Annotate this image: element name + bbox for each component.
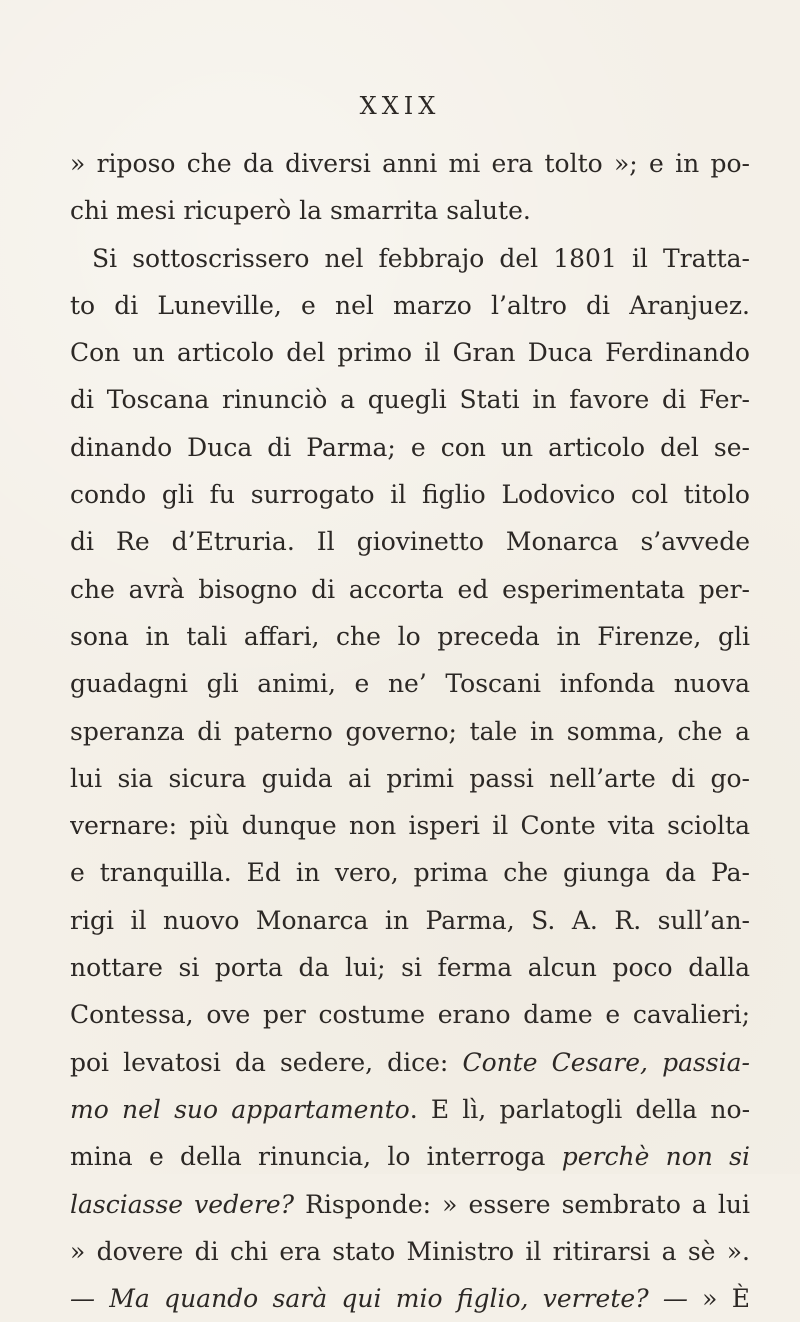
text-line-1: » riposo che da diversi anni mi era tolto »; e in po- (70, 149, 750, 178)
text-line-12: guadagni gli animi, e ne’ Toscani infonda nuova (70, 669, 750, 699)
text-line-22-part-a: mina e della rinuncia, lo interroga (70, 1142, 562, 1172)
text-line-20 (70, 1039, 750, 1086)
text-line-20-part-b: Conte Cesare, passia- (462, 1047, 750, 1077)
text-line-25-part-b: » È (687, 1284, 750, 1314)
text-line-10: che avrà bisogno di accorta ed esperimentata per- (70, 574, 750, 604)
text-line-22-part-b: perchè non si (561, 1142, 750, 1172)
text-line-20-part-a: poi levatosi da sedere, dice: (70, 1047, 463, 1077)
text-line-23 (70, 1181, 750, 1228)
text-line-19: Contessa, ove per costume erano dame e cavalieri; (70, 1000, 750, 1030)
text-line-5: Con un articolo del primo il Gran Duca Ferdinando (70, 338, 750, 368)
text-line-16: e tranquilla. Ed in vero, prima che giunga da Pa- (70, 858, 750, 888)
text-line-24: » dovere di chi era stato Ministro il ritirarsi a sè ». (70, 1236, 750, 1266)
text-line-22 (70, 1133, 750, 1180)
text-line-25-part-a: — Ma quando sarà qui mio figlio, verrete? — (70, 1284, 688, 1314)
text-line-21-part-a: mo nel suo appartamento (70, 1094, 410, 1124)
page-number: XXIX (359, 92, 441, 120)
text-line-15: vernare: più dunque non isperi il Conte vita sciolta (70, 811, 750, 841)
text-line-25 (70, 1275, 750, 1322)
text-line-7: dinando Duca di Parma; e con un articolo del se- (70, 432, 750, 462)
text-line-23-part-b: Risponde: » essere sembrato a lui (294, 1189, 750, 1219)
text-line-6: di Toscana rinunciò a quegli Stati in favore di Fer- (70, 385, 750, 415)
text-line-2: chi mesi ricuperò la smarrita salute. (70, 196, 531, 226)
text-line-21 (70, 1086, 750, 1133)
text-line-21-part-b: . E lì, parlatogli della no- (409, 1094, 750, 1124)
text-line-4: to di Luneville, e nel marzo l’altro di Aranjuez. (70, 290, 750, 320)
text-line-9: di Re d’Etruria. Il giovinetto Monarca s’avvede (70, 527, 750, 557)
text-line-23-part-a: lasciasse vedere? (70, 1189, 295, 1219)
text-line-17: rigi il nuovo Monarca in Parma, S. A. R. sull’an- (70, 905, 750, 935)
text-line-3: Si sottoscrissero nel febbrajo del 1801 il Tratta- (92, 243, 750, 273)
text-line-13: speranza di paterno governo; tale in somma, che a (70, 716, 750, 746)
page-body-text (70, 140, 750, 1322)
text-line-11: sona in tali affari, che lo preceda in Firenze, gli (70, 621, 750, 651)
text-line-8: condo gli fu surrogato il figlio Lodovico col titolo (70, 480, 750, 510)
text-line-18: nottare si porta da lui; si ferma alcun poco dalla (70, 953, 750, 983)
text-line-14: lui sia sicura guida ai primi passi nell’arte di go- (70, 763, 750, 793)
